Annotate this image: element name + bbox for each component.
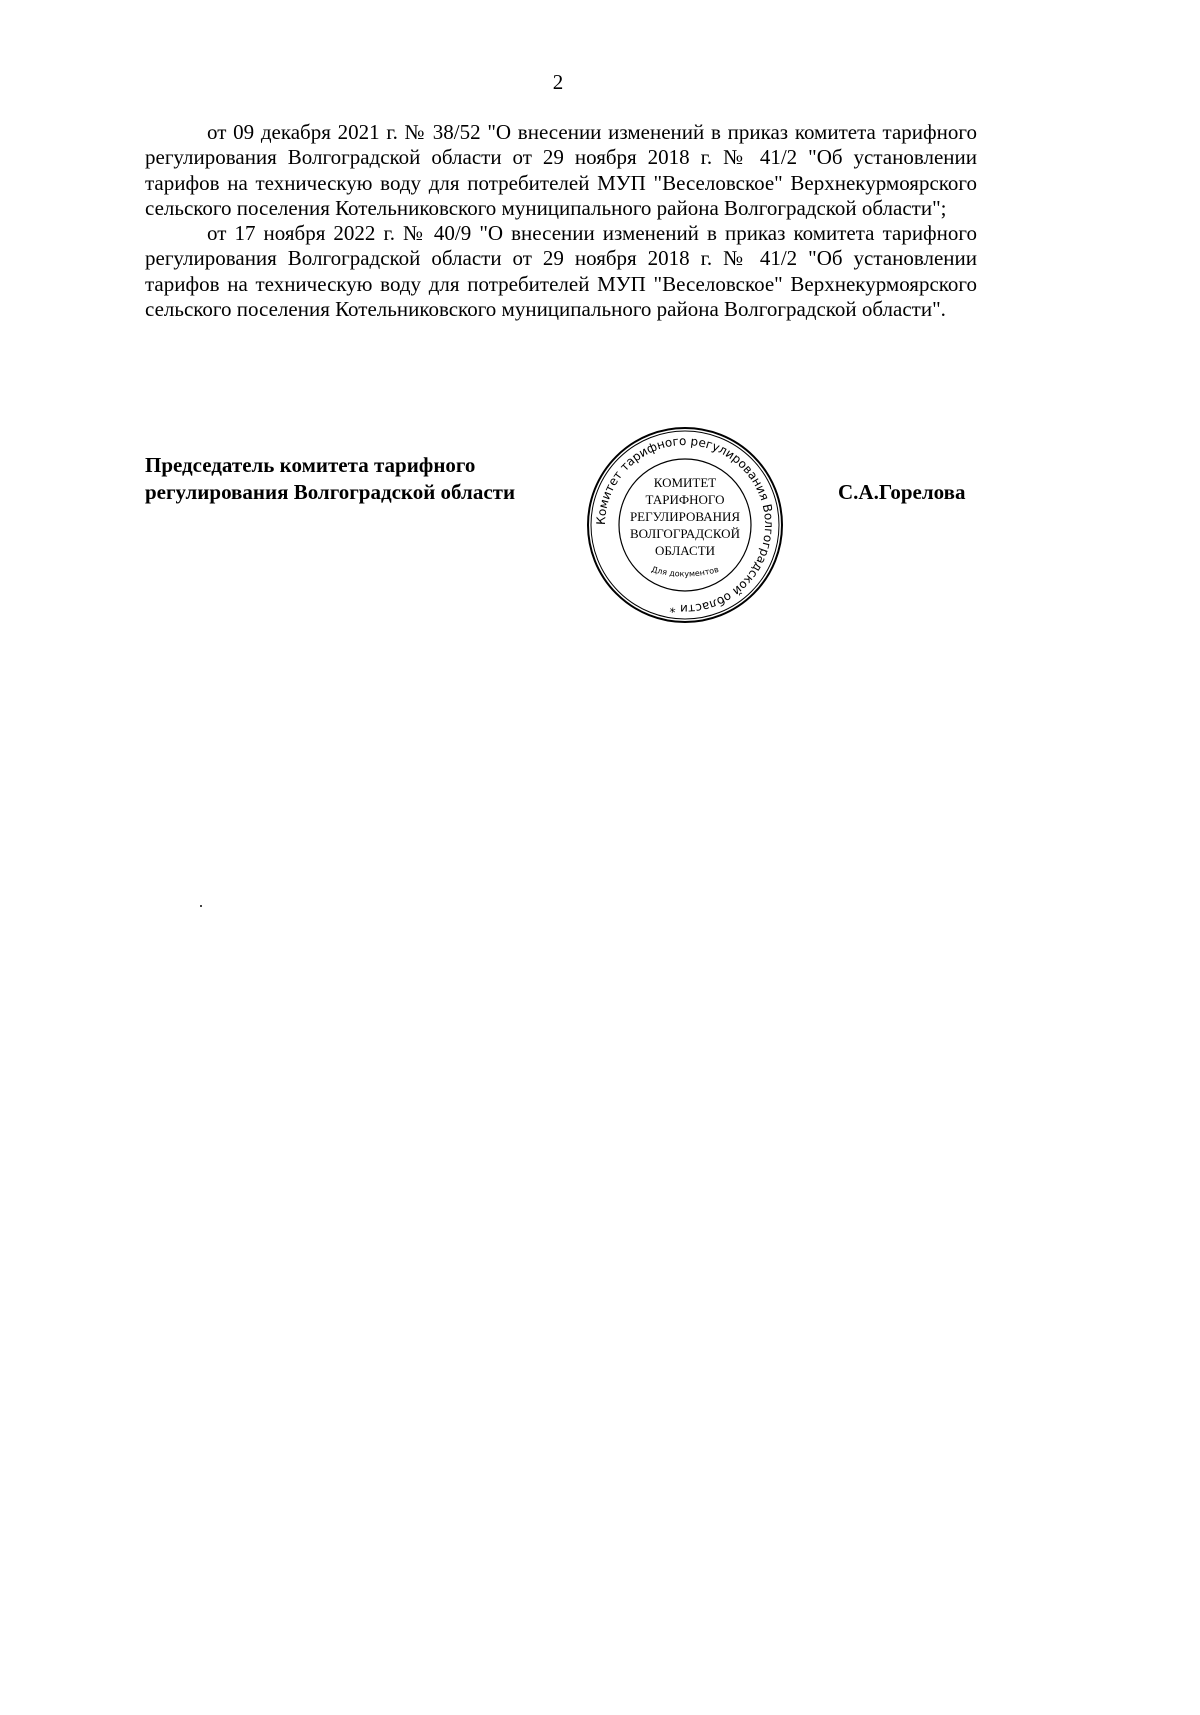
signatory-name: С.А.Горелова — [838, 480, 966, 504]
stamp-center-line: ВОЛГОГРАДСКОЙ — [630, 526, 740, 541]
document-body — [145, 120, 977, 322]
paragraph: от 17 ноября 2022 г. № 40/9 "О внесении изменений в приказ комитета тарифного регулирования Волгоградской области от 29 ноября 2018 г. № 41/2 "Об установлении тарифов на техническую воду для потребителей МУП "Веселовское" Верхнекурмоярского сельского поселения Котельниковского муниципального района Волгоградской области". — [145, 221, 977, 322]
stamp-center-line: РЕГУЛИРОВАНИЯ — [629, 509, 741, 524]
stamp-center-line: ОБЛАСТИ — [654, 543, 716, 558]
stamp-ring-text: Комитет тарифного регулирования Волгоградской области * — [593, 433, 777, 617]
page-number: 2 — [552, 70, 564, 94]
position-line: регулирования Волгоградской области — [145, 480, 516, 504]
official-stamp — [585, 425, 785, 625]
position-line: Председатель комитета тарифного — [145, 453, 476, 477]
stamp-center-line: ТАРИФНОГО — [645, 492, 725, 507]
signatory-position — [145, 452, 515, 506]
speck — [200, 905, 202, 907]
stamp-center-line: КОМИТЕТ — [653, 475, 717, 490]
stamp-bottom-text: Для документов — [650, 564, 720, 579]
paragraph: от 09 декабря 2021 г. № 38/52 "О внесении изменений в приказ комитета тарифного регулирования Волгоградской области от 29 ноября 2018 г. № 41/2 "Об установлении тарифов на техническую воду для потребителей МУП "Веселовское" Верхнекурмоярского сельского поселения Котельниковского муниципального района Волгоградской области"; — [145, 120, 977, 220]
